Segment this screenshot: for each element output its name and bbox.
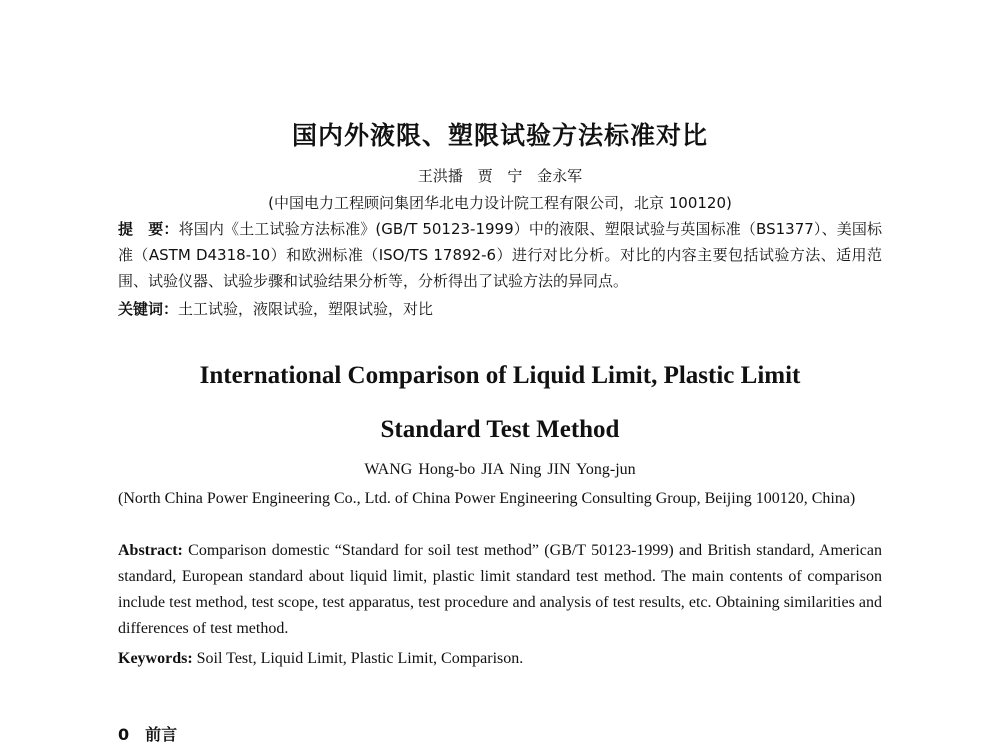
english-abstract (118, 538, 882, 642)
english-authors: WANG Hong-bo JIA Ning JIN Yong-jun (364, 461, 636, 478)
english-keywords-label: Keywords: (118, 650, 193, 667)
english-title-line-1: International Comparison of Liquid Limit, Plastic Limit (199, 362, 801, 389)
english-title-line-2: Standard Test Method (380, 416, 620, 443)
english-keywords (118, 646, 882, 672)
chinese-affiliation: (中国电力工程顾问集团华北电力设计院工程有限公司，北京 100120) (268, 194, 732, 212)
chinese-title: 国内外液限、塑限试验方法标准对比 (291, 121, 708, 150)
english-affiliation: (North China Power Engineering Co., Ltd. of China Power Engineering Consulting Group, Beijing 100120, China) (118, 490, 856, 507)
english-abstract-text: Comparison domestic “Standard for soil test method” (GB/T 50123-1999) and British standard, American standard, European standard about liquid limit, plastic limit standard test method. The main contents of comparison include test method, test scope, test apparatus, test procedure and analysis of test results, etc. Obtaining similarities and differences of test method. (118, 542, 882, 637)
english-abstract-label: Abstract: (118, 542, 183, 559)
chinese-keywords-label: 关键词： (118, 300, 179, 318)
chinese-abstract-label: 提 要： (118, 220, 179, 238)
chinese-abstract-text: 将国内《土工试验方法标准》(GB/T 50123-1999）中的液限、塑限试验与英国标准（BS1377）、美国标准（ASTM D4318-10）和欧洲标准（ISO/TS 17892-6）进行对比分析。对比的内容主要包括试验方法、适用范围、试验仪器、试验步骤和试验结果分析等，分析得出了试验方法的异同点。 (118, 220, 882, 290)
chinese-keywords-text: 土工试验，液限试验，塑限试验，对比 (178, 300, 434, 318)
chinese-abstract (118, 216, 882, 294)
english-keywords-text: Soil Test, Liquid Limit, Plastic Limit, Comparison. (192, 650, 524, 667)
chinese-authors: 王洪播 贾 宁 金永军 (417, 167, 583, 185)
chinese-keywords (118, 296, 882, 322)
section-heading-introduction: 0 前言 (118, 725, 178, 744)
